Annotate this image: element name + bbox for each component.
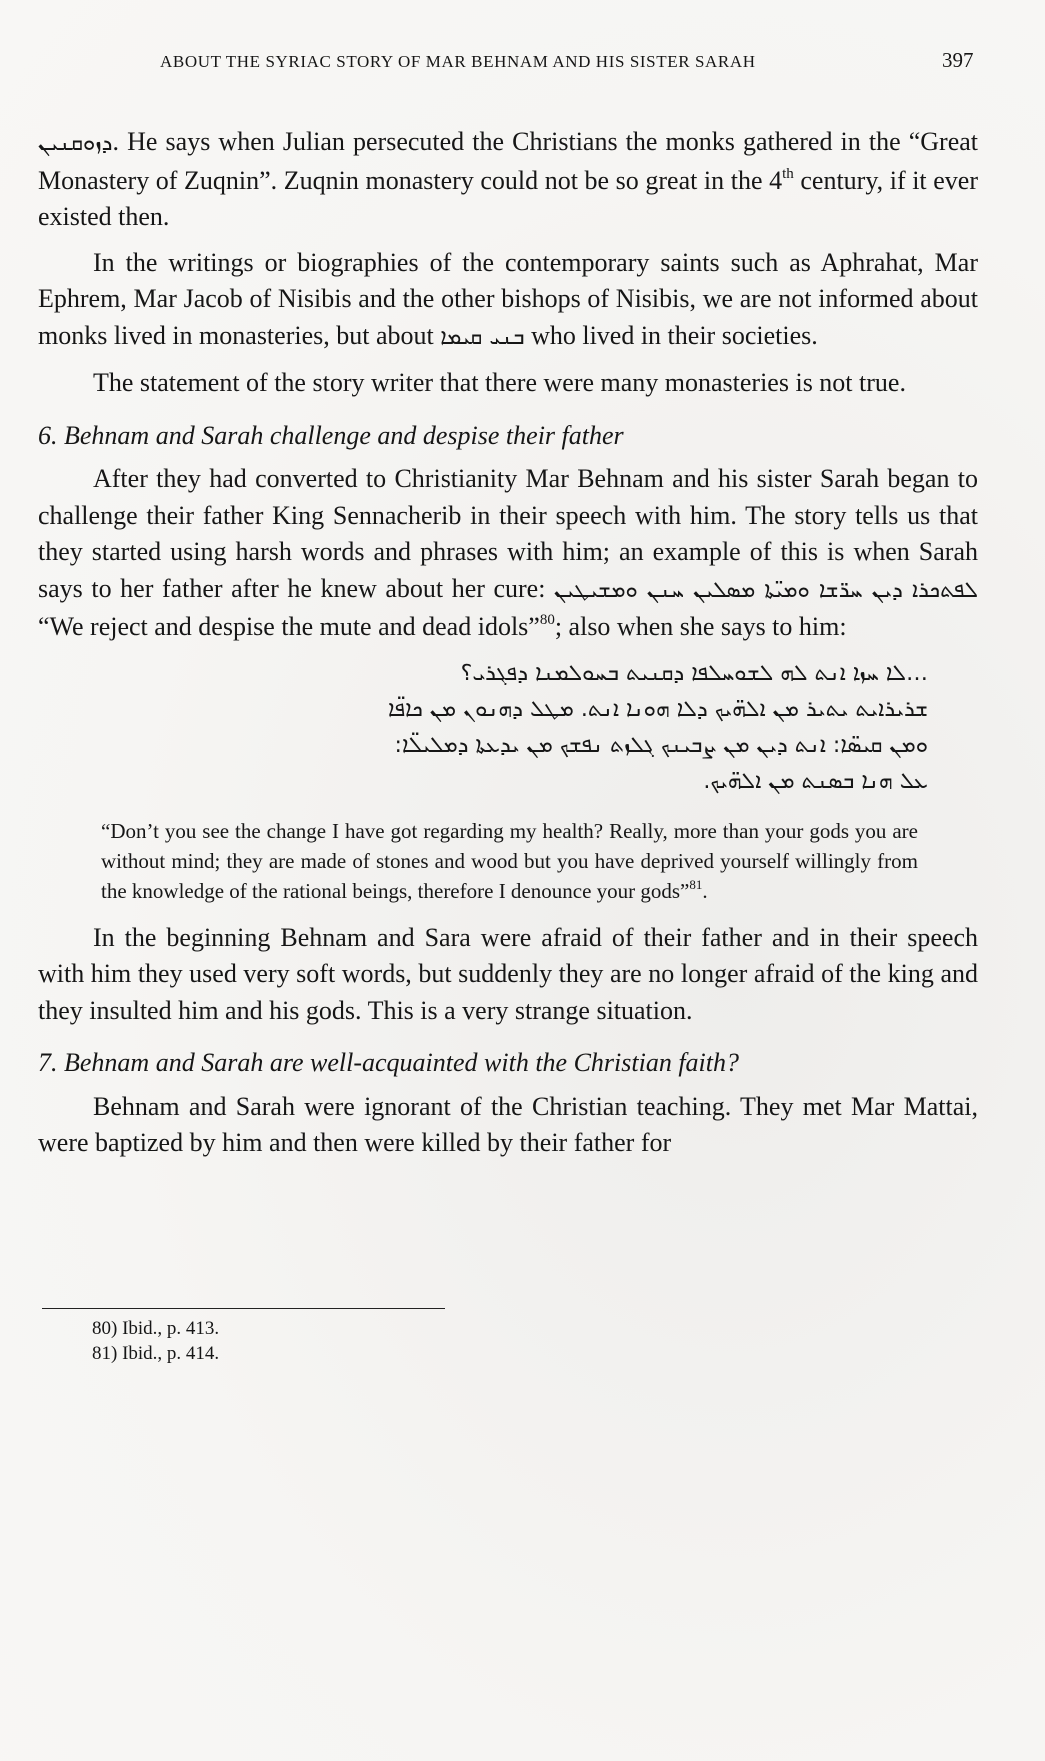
paragraph-statement: The statement of the story writer that there were many monasteries is not true. [93,368,906,397]
page-number: 397 [942,48,974,72]
syriac-block-quote [138,656,928,800]
footnote-ref-81: 81 [689,876,703,892]
paragraph-afraid: In the beginning Behnam and Sara were afraid of their father and in their speech with him they used very soft words, but suddenly they are no longer afraid of the king and they insulted him and his gods. This is a very strange situation. [38,922,978,1025]
syriac-word: ܕܙܘܩܢܝܢ [38,131,113,156]
syriac-quote-line: ܥܠ ܗܢܐ ܒܣܢܬ ܡܢ ܐܠܗ̈ܝܟ. [703,768,928,794]
syriac-quote-line: ܫܪܝܪܐܝܬ ܝܬܝܪ ܡܢ ܐܠܗ̈ܝܟ ܕܠܐ ܗܘܢܐ ܐܢܬ. ܡܛܠ ܕܗܢܘܢ ܡܢ ܟܐܦ̈ܐ [387,696,928,722]
paragraph-ignorant: Behnam and Sarah were ignorant of the Christian teaching. They met Mar Mattai, were baptized by him and then were killed by their father for [38,1091,978,1157]
section-heading-6: 6. Behnam and Sarah challenge and despise their father [38,420,624,450]
footnote-81: 81) Ibid., p. 414. [92,1343,220,1364]
footnotes [92,1316,219,1366]
paragraph-writings: In the writings or biographies of the contemporary saints such as Aphrahat, Mar Ephrem, Mar Jacob of Nisibis and the other bishops of Nisibis, we are not informed about monks lived in monasteries, but about ܒܢܝ ܩܝܡܐ who lived in their societies. [38,247,978,350]
syriac-quotation-inline: ܠܦܬܟܪܐ ܕܝܢ ܚܪ̈ܫܐ ܘܡܝ̈ܬܐ ܡܣܠܝܢ ܚܢܢ ܘܡܫܝܛܝܢ [554,577,979,603]
syriac-phrase: ܒܢܝ ܩܝܡܐ [440,324,525,350]
footnote-divider [42,1308,445,1309]
paragraph-challenge: After they had converted to Christianity Mar Behnam and his sister Sarah began to challenge their father King Sennacherib in their speech with him. The story tells us that they started using harsh words and phrases with him; an example of this is when Sarah says to her father after he knew about her cure: ܠܦܬܟܪܐ ܕܝܢ ܚܪ̈ܫܐ ܘܡܝ̈ܬܐ ܡܣܠܝܢ ܚܢܢ ܘܡܫܝܛܝܢ “We reject and despise the mute and dead idols”$^{80}$; also when she says to him: [38,464,979,641]
paragraph-zuqnin: ܕܙܘܩܢܝܢ. He says when Julian persecuted the Christians the monks gathered in the “Great Monastery of Zuqnin”. Zuqnin monastery could not be so great in the 4th century, if it ever existed then. [38,127,978,231]
section-heading-7: 7. Behnam and Sarah are well-acquainted with the Christian faith? [38,1048,739,1077]
superscript-th: th [782,165,794,182]
syriac-quote-line: ܘܡܢ ܩܝܣ̈ܐ: ܐܢܬ ܕܝܢ ܡܢ ܨܒܝܢܟ ܓܠܙܬ ܢܦܫܟ ܡܢ ܝܕܥܬܐ ܕܡܠܝܠ̈ܐ: [394,732,928,758]
footnote-ref-80: 80 [539,612,555,628]
body-text [38,124,978,1162]
translation-quote: “Don’t you see the change I have got regarding my health? Really, more than your gods you are without mind; they are made of stones and wood but you have deprived yourself willingly from the knowledge of the rational beings, therefore I denounce your gods”$^{81}$. [101,818,918,903]
footnote-80: 80) Ibid., p. 413. [92,1318,220,1339]
running-head: ABOUT THE SYRIAC STORY OF MAR BEHNAM AND HIS SISTER SARAH [160,52,756,71]
syriac-quote-line: …ܠܐ ܚܙܐ ܐܢܬ ܠܗ ܠܫܘܚܠܦܐ ܕܩܢܝܬ ܒܚܘܠܡܢܐ ܕܦܓܪܝ؟ [460,660,928,686]
